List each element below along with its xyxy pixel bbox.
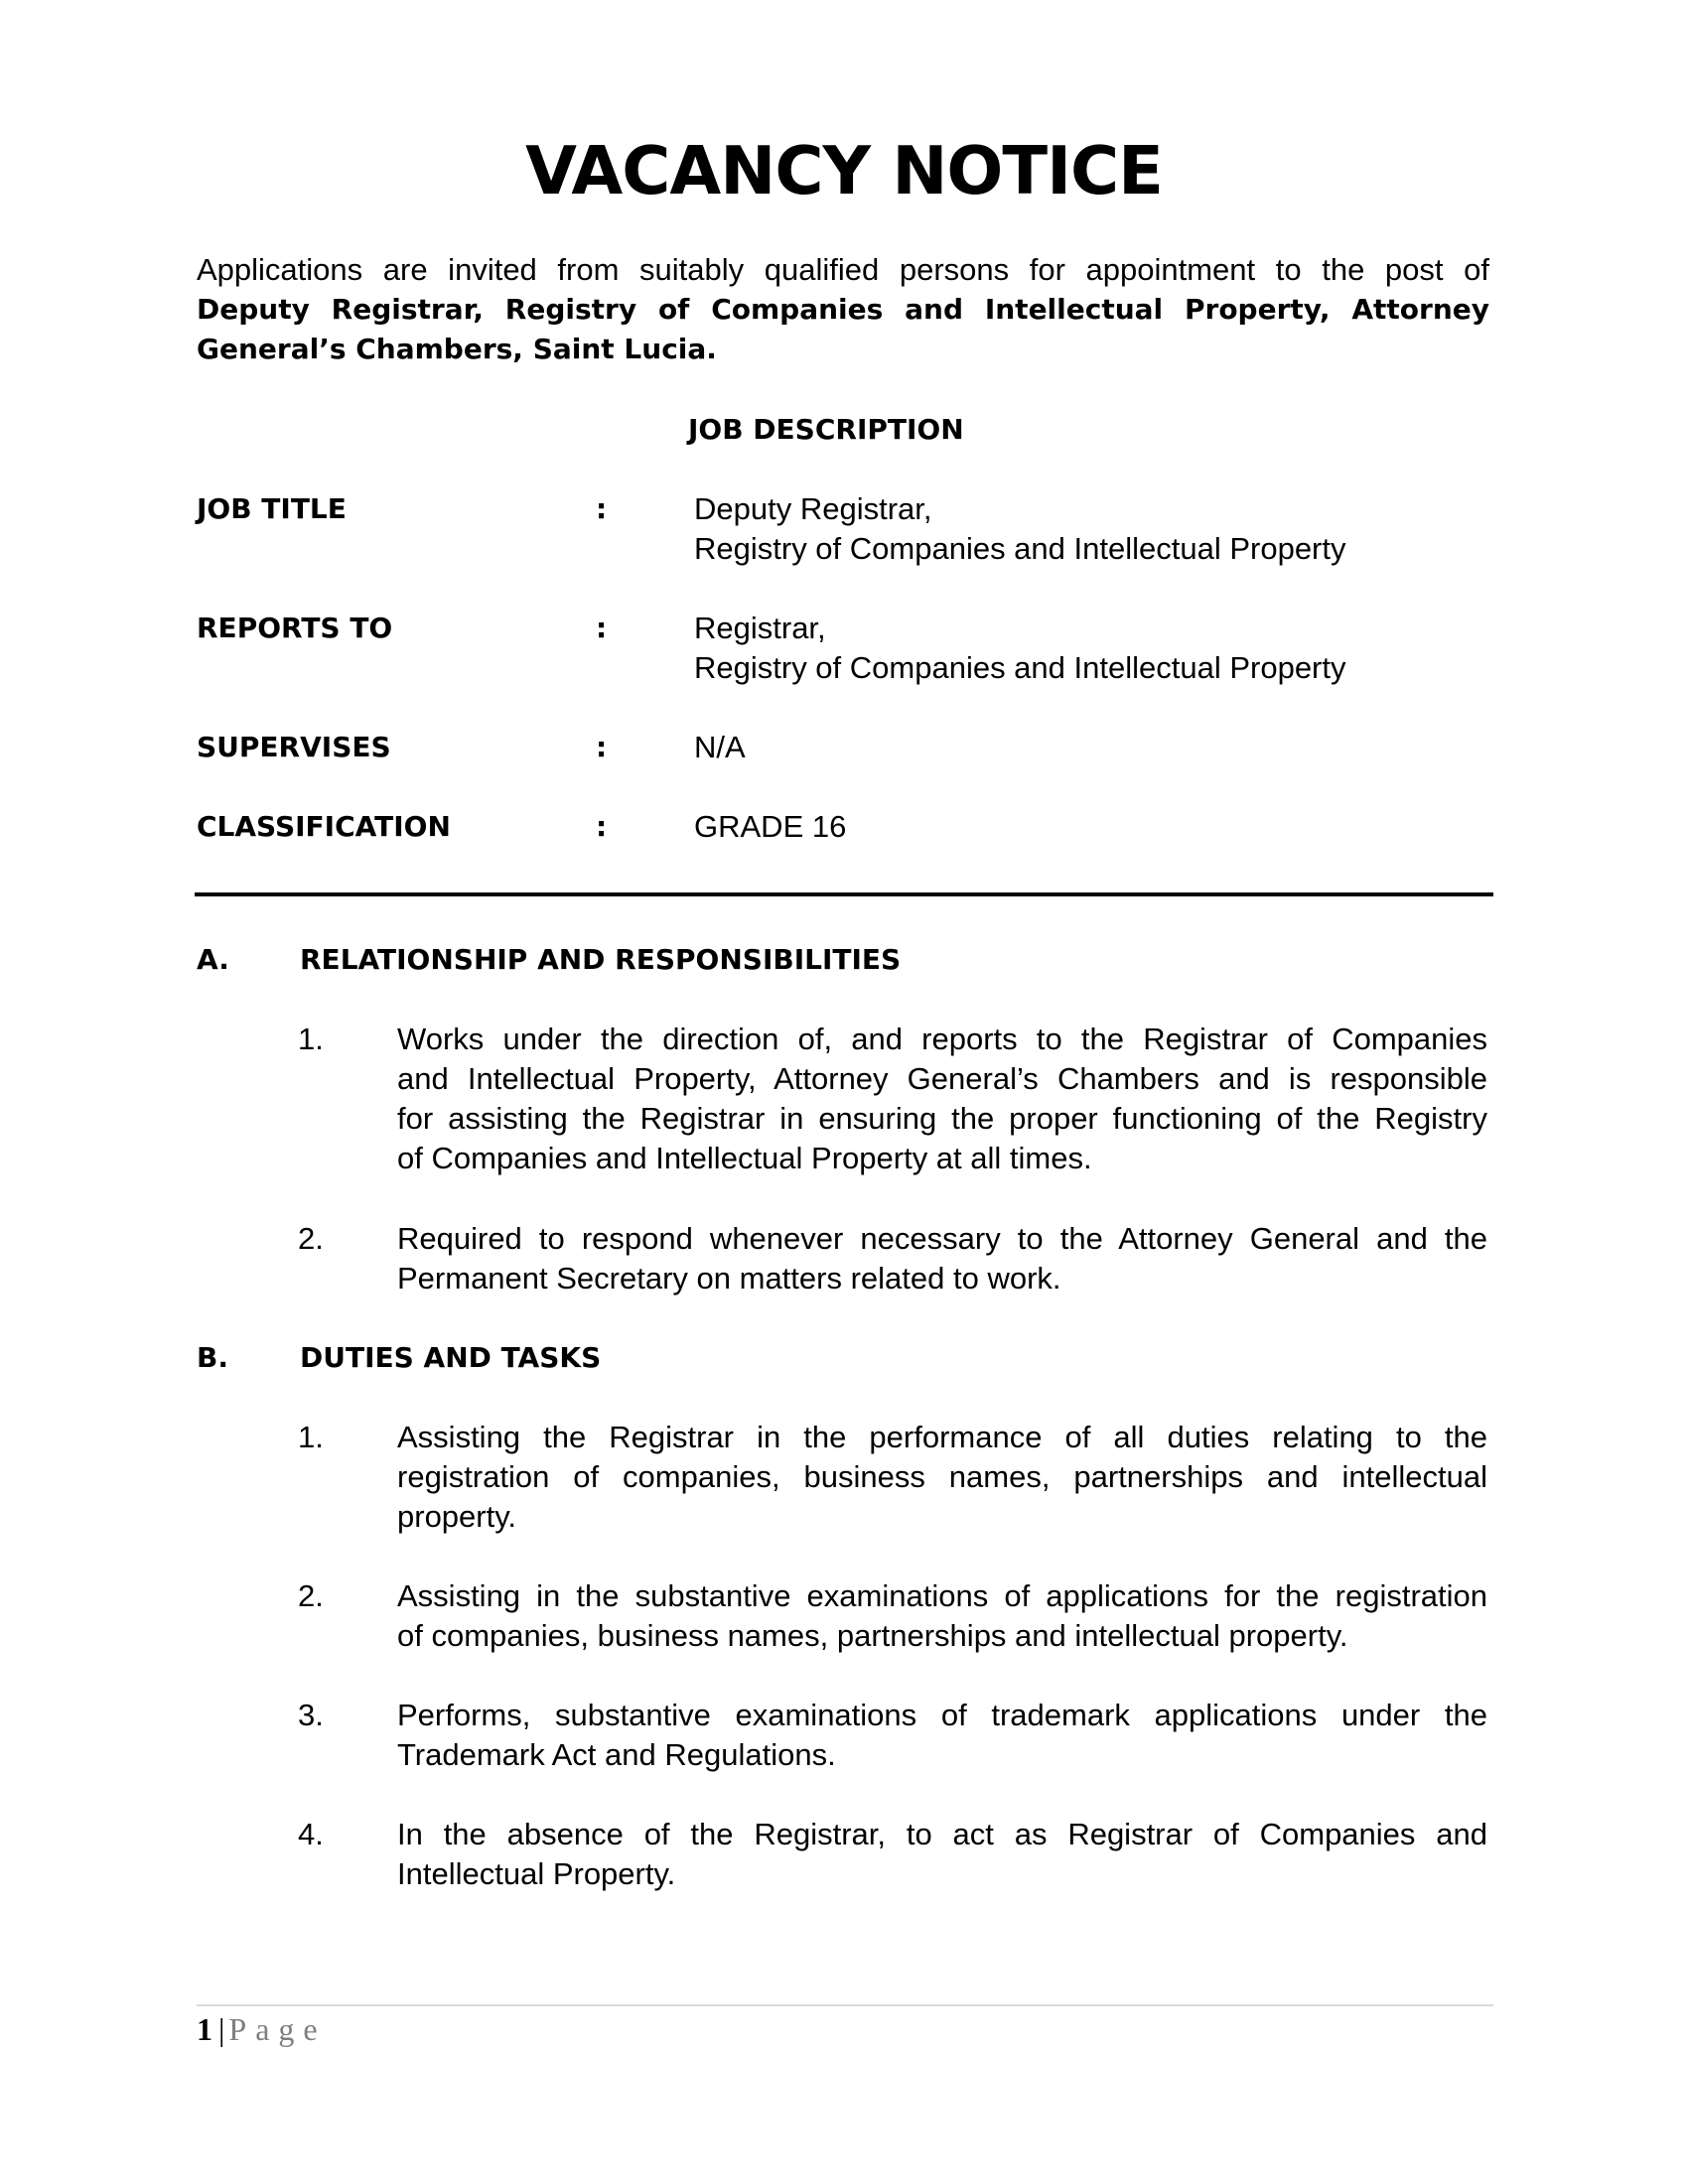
list-item-line: of companies, business names, partnerships and intellectual property. [397, 1618, 1348, 1653]
classification-separator: : [596, 810, 608, 843]
list-item-line: Assisting the Registrar in the performance of all duties relating to the [397, 1420, 1487, 1454]
list-item-line: Required to respond whenever necessary to the Attorney General and the [397, 1221, 1487, 1256]
list-item-line: for assisting the Registrar in ensuring the proper functioning of the Registry [397, 1101, 1487, 1136]
list-item-line: In the absence of the Registrar, to act as Registrar of Companies and [397, 1817, 1487, 1851]
section-divider-rule [195, 892, 1493, 896]
page-label: Page [228, 2011, 327, 2047]
page-title: VACANCY NOTICE [525, 132, 1163, 209]
job-description-heading: JOB DESCRIPTION [688, 413, 964, 446]
section-a-item-2-number: 2. [298, 1221, 324, 1256]
reports-to-separator: : [596, 612, 608, 644]
supervises-label: SUPERVISES [197, 731, 391, 763]
section-b-item-2-text [397, 1576, 1487, 1656]
section-a-item-1-number: 1. [298, 1022, 324, 1056]
section-a-title: RELATIONSHIP AND RESPONSIBILITIES [300, 943, 902, 976]
page-number: 1 [197, 2011, 212, 2047]
classification-value: GRADE 16 [694, 809, 847, 844]
section-b-title: DUTIES AND TASKS [300, 1341, 602, 1374]
section-b-item-4-text [397, 1815, 1487, 1894]
reports-to-label: REPORTS TO [197, 612, 393, 644]
job-title-label: JOB TITLE [197, 492, 347, 525]
footer-rule [197, 2004, 1493, 2006]
list-item-line: Performs, substantive examinations of trademark applications under the [397, 1698, 1487, 1732]
reports-to-value [694, 609, 1346, 688]
reports-to-value-line-2: Registry of Companies and Intellectual Property [694, 650, 1346, 685]
job-title-value [694, 489, 1346, 569]
section-b-letter: B. [197, 1341, 228, 1374]
supervises-value: N/A [694, 730, 746, 764]
supervises-separator: : [596, 731, 608, 763]
list-item-line: Intellectual Property. [397, 1856, 676, 1891]
list-item-line: Assisting in the substantive examinations of applications for the registration [397, 1578, 1487, 1613]
section-b-item-2-number: 2. [298, 1578, 324, 1613]
list-item-line: registration of companies, business names, partnerships and intellectual [397, 1459, 1487, 1494]
list-item-line: property. [397, 1499, 517, 1534]
job-title-value-line-1: Deputy Registrar, [694, 491, 932, 526]
list-item-line: Works under the direction of, and reports to the Registrar of Companies [397, 1022, 1487, 1056]
footer-separator: | [218, 2011, 225, 2047]
page-footer [197, 2009, 327, 2049]
section-b-item-3-text [397, 1696, 1487, 1775]
classification-label: CLASSIFICATION [197, 810, 451, 843]
section-a-item-1-text [397, 1020, 1487, 1178]
job-title-separator: : [596, 492, 608, 525]
section-b-item-1-number: 1. [298, 1420, 324, 1454]
list-item-line: and Intellectual Property, Attorney General’s Chambers and is responsible [397, 1061, 1487, 1096]
intro-line-3-post-title: General’s Chambers, Saint Lucia. [197, 333, 717, 365]
list-item-line: of Companies and Intellectual Property at all times. [397, 1141, 1092, 1175]
section-a-letter: A. [197, 943, 229, 976]
section-a-item-2-text [397, 1219, 1487, 1298]
list-item-line: Permanent Secretary on matters related to work. [397, 1261, 1061, 1296]
list-item-line: Trademark Act and Regulations. [397, 1737, 836, 1772]
section-b-item-3-number: 3. [298, 1698, 324, 1732]
section-b-item-4-number: 4. [298, 1817, 324, 1851]
reports-to-value-line-1: Registrar, [694, 611, 826, 645]
job-title-value-line-2: Registry of Companies and Intellectual Property [694, 531, 1346, 566]
section-b-item-1-text [397, 1418, 1487, 1537]
intro-line-1: Applications are invited from suitably qualified persons for appointment to the post of [197, 252, 1489, 287]
intro-line-2-post-title: Deputy Registrar, Registry of Companies and Intellectual Property, Attorney [197, 293, 1489, 326]
intro-paragraph [197, 250, 1489, 369]
